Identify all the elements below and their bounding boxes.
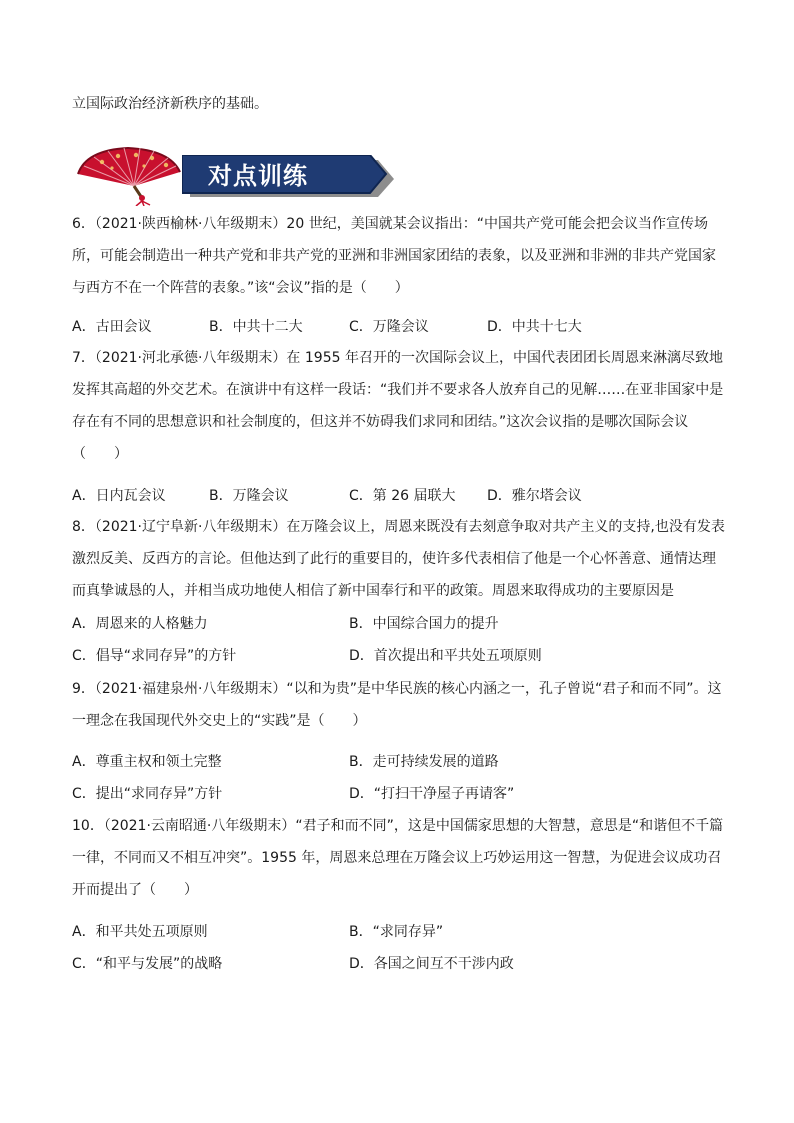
question-line: 与西方不在一个阵营的表象。”该“会议”指的是（ ）	[72, 280, 409, 296]
question-line: （ ）	[72, 446, 128, 462]
question-7	[72, 342, 722, 470]
question-line: 发挥其高超的外交艺术。在演讲中有这样一段话：“我们并不要求各人放弃自己的见解……在亚非国家中是	[72, 382, 724, 398]
question-line: 10．（2021·云南昭通·八年级期末）“君子和而不同”，这是中国儒家思想的大智慧，意思是“和谐但不千篇	[72, 818, 724, 834]
option-b[interactable]: B．走可持续发展的道路	[349, 754, 499, 770]
option-c[interactable]: C．第 26 届联大	[349, 488, 456, 504]
option-d[interactable]: D．“打扫干净屋子再请客”	[349, 786, 515, 802]
option-c[interactable]: C．万隆会议	[349, 319, 429, 335]
section-header	[72, 146, 402, 206]
intro-line: 立国际政治经济新秩序的基础。	[72, 96, 268, 112]
question-6-options	[72, 311, 722, 343]
option-a[interactable]: A．和平共处五项原则	[72, 924, 208, 940]
option-b[interactable]: B．“求同存异”	[349, 924, 444, 940]
option-c[interactable]: C．倡导“求同存异”的方针	[72, 648, 237, 664]
option-c[interactable]: C．“和平与发展”的战略	[72, 956, 223, 972]
question-line: 6．（2021·陕西榆林·八年级期末）20 世纪，美国就某会议指出：“中国共产党可能会把会议当作宣传场	[72, 216, 708, 232]
question-6	[72, 208, 722, 304]
option-d[interactable]: D．雅尔塔会议	[487, 488, 582, 504]
question-9-options	[72, 746, 722, 810]
option-b[interactable]: B．中国综合国力的提升	[349, 616, 499, 632]
folding-fan-icon	[72, 146, 184, 206]
question-line: 7．（2021·河北承德·八年级期末）在 1955 年召开的一次国际会议上，中国代表团团长周恩来淋漓尽致地	[72, 350, 723, 366]
option-d[interactable]: D．各国之间互不干涉内政	[349, 956, 514, 972]
intro-paragraph	[72, 88, 722, 120]
option-b[interactable]: B．中共十二大	[209, 319, 303, 335]
question-line: 所，可能会制造出一种共产党和非共产党的亚洲和非洲国家团结的表象，以及亚洲和非洲的非共产党国家	[72, 248, 716, 264]
question-line: 激烈反美、反西方的言论。但他达到了此行的重要目的，使许多代表相信了他是一个心怀善意、通情达理	[72, 551, 716, 567]
question-8	[72, 511, 725, 607]
option-a[interactable]: A．周恩来的人格魅力	[72, 616, 208, 632]
question-10	[72, 810, 722, 906]
option-d[interactable]: D．中共十七大	[487, 319, 582, 335]
question-line: 一律，不同而又不相互冲突”。1955 年，周恩来总理在万隆会议上巧妙运用这一智慧，为促进会议成功召	[72, 850, 722, 866]
option-d[interactable]: D．首次提出和平共处五项原则	[349, 648, 542, 664]
question-line: 存在有不同的思想意识和社会制度的，但这并不妨碍我们求同和团结。”这次会议指的是哪次国际会议	[72, 414, 689, 430]
question-9	[72, 673, 722, 737]
question-line: 一理念在我国现代外交史上的“实践”是（ ）	[72, 713, 367, 729]
question-7-options	[72, 480, 722, 512]
option-b[interactable]: B．万隆会议	[209, 488, 289, 504]
question-line: 开而提出了（ ）	[72, 882, 198, 898]
question-10-options	[72, 916, 722, 980]
question-line: 而真挚诚恳的人，并相当成功地使人相信了新中国奉行和平的政策。周恩来取得成功的主要原因是	[72, 583, 674, 599]
option-a[interactable]: A．日内瓦会议	[72, 488, 166, 504]
question-line: 8．（2021·辽宁阜新·八年级期末）在万隆会议上，周恩来既没有去刻意争取对共产主义的支持,也没有发表	[72, 519, 725, 535]
option-a[interactable]: A．尊重主权和领土完整	[72, 754, 222, 770]
question-line: 9．（2021·福建泉州·八年级期末）“以和为贵”是中华民族的核心内涵之一，孔子曾说“君子和而不同”。这	[72, 681, 722, 697]
option-a[interactable]: A．古田会议	[72, 319, 152, 335]
option-c[interactable]: C．提出“求同存异”方针	[72, 786, 223, 802]
question-8-options	[72, 608, 722, 672]
section-title: 对点训练	[208, 161, 308, 190]
